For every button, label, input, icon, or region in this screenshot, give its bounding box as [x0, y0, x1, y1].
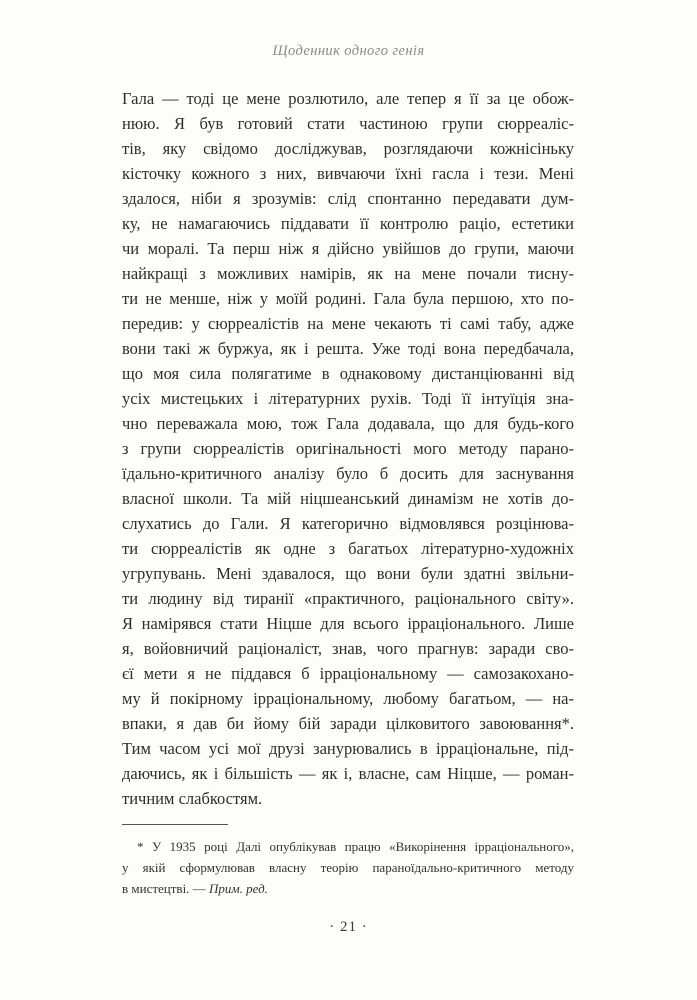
text-line: даючись, як і більшість — як і, власне, сам Ніцше, — роман- [122, 764, 574, 783]
text-line: впаки, я дав би йому бій заради цілковитого завоювання*. [122, 714, 574, 733]
text-line: здалося, ніби я зрозумів: слід спонтанно передавати дум- [122, 189, 574, 208]
text-line: угрупувань. Мені здавалося, що вони були здатні звільни- [122, 564, 574, 583]
text-line: ку, не намагаючись піддавати її контролю раціо, естетики [122, 214, 574, 233]
text-line: власної школи. Та мій ніцшеанський динамізм не хотів до- [122, 489, 574, 508]
page-number: · 21 · [329, 919, 368, 935]
text-line: чно переважала мою, тож Гала додавала, що для будь-кого [122, 414, 574, 433]
footnote-editor-note: Прим. ред. [208, 881, 268, 896]
footnote-line: * У 1935 році Далі опублікував працю «Викорінення ірраціонального», [137, 839, 574, 854]
text-line: тичним слабкостям. [122, 789, 263, 808]
text-line: вони такі ж буржуа, як і решта. Уже тоді вона передбачала, [122, 339, 574, 358]
footnote-line [122, 878, 574, 899]
text-line: я, войовничий раціоналіст, знав, чого прагнув: заради сво- [122, 639, 574, 658]
text-line: передив: у сюрреалістів на мене чекають ті самі табу, адже [122, 314, 574, 333]
footnote-text: в мистецтві. — [122, 881, 209, 896]
text-line: єї мети я не піддався б ірраціональному — самозакохано- [122, 664, 574, 683]
text-line: тів, яку свідомо досліджував, розглядаючи кожнісіньку [122, 139, 574, 158]
running-header: Щоденник одного генія [272, 43, 425, 59]
text-line: що моя сила полягатиме в однаковому дистанціюванні від [122, 364, 574, 383]
footnote [122, 824, 574, 899]
text-line: ти людину від тиранії «практичного, раціонального світу». [122, 589, 574, 608]
text-line: з групи сюрреалістів оригінальності мого методу парано- [122, 439, 574, 458]
text-line: їдально-критичного аналізу було б досить для заснування [122, 464, 574, 483]
body-text [122, 86, 574, 811]
text-line: Тим часом усі мої друзі занурювались в ірраціональне, під- [122, 739, 574, 758]
text-line: му й покірному ірраціональному, любому багатьом, — на- [122, 689, 574, 708]
text-line: ти сюрреалістів як одне з багатьох літературно-художніх [122, 539, 574, 558]
text-line: усіх мистецьких і літературних рухів. Тоді її інтуїція зна- [122, 389, 574, 408]
text-line: ти не менше, ніж у моїй родині. Гала була першою, хто по- [122, 289, 574, 308]
text-line: слухатись до Гали. Я категорично відмовлявся розцінюва- [122, 514, 574, 533]
text-line: нюю. Я був готовий стати частиною групи сюрреаліс- [122, 114, 574, 133]
text-line: Гала — тоді це мене розлютило, але тепер я її за це обож- [122, 89, 574, 108]
text-line: кісточку кожного з них, вивчаючи їхні гасла і тези. Мені [122, 164, 574, 183]
text-line: Я намірявся стати Ніцше для всього ірраціонального. Лише [122, 614, 574, 633]
footnote-line: у якій сформулював власну теорію параноїдально-критичного методу [122, 860, 574, 875]
footnote-separator [122, 824, 228, 825]
text-line: найкращі з можливих намірів, як на мене почали тисну- [122, 264, 574, 283]
text-line: чи моралі. Та перш ніж я дійсно увійшов до групи, маючи [122, 239, 574, 258]
